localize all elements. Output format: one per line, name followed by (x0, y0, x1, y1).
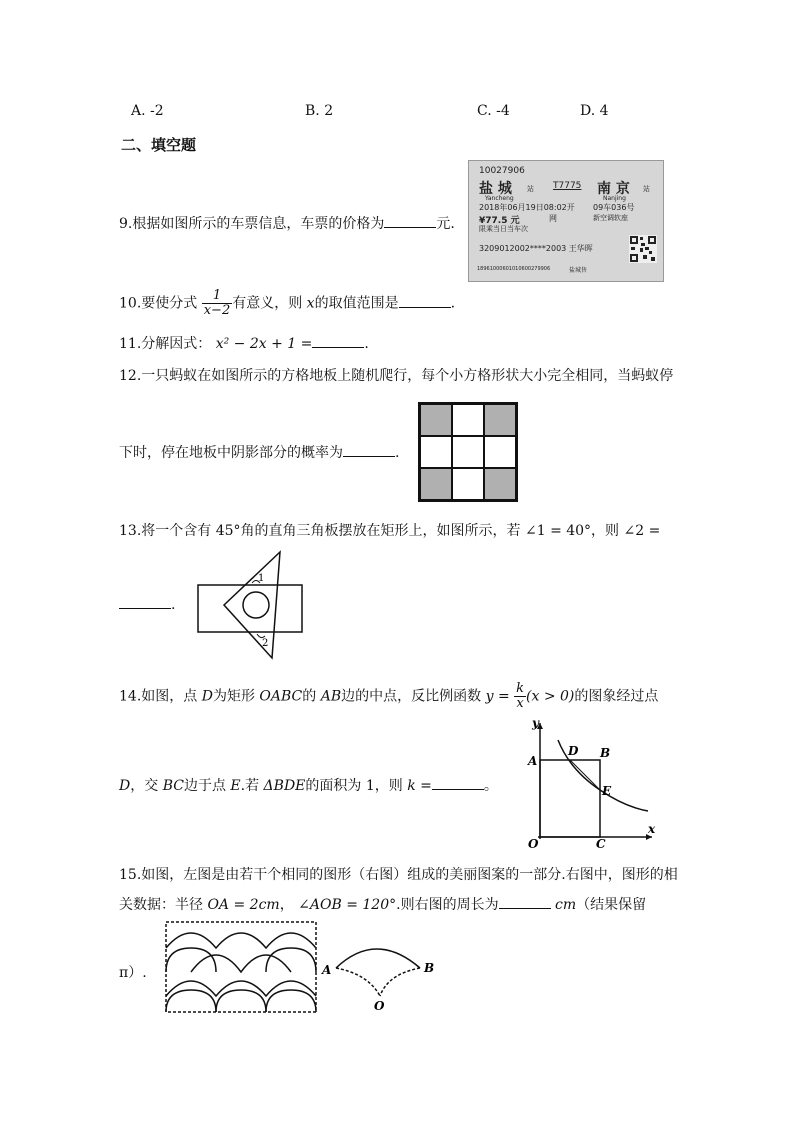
grid-cell-shaded (484, 404, 516, 436)
rectangle-oabc (540, 760, 600, 837)
triangle-ruler (224, 552, 280, 658)
q14-t2: 的 (302, 688, 317, 705)
q14-graph (520, 715, 660, 850)
q14-point-d: D (201, 688, 213, 705)
q15-angle: ∠AOB = 120° (298, 897, 397, 913)
segment-de (570, 760, 600, 790)
pattern-arcs (166, 933, 316, 1012)
option-c: C. -4 (477, 103, 510, 119)
q12-line-2 (119, 442, 399, 462)
grid-cell-shaded (420, 468, 452, 500)
q9-unit: 元. (436, 216, 455, 232)
label-a-point: A (322, 963, 332, 977)
ticket-to-pinyin: Nanjing (603, 195, 626, 202)
q12-blank[interactable] (343, 444, 395, 457)
grid-cell-shaded (420, 404, 452, 436)
ticket-number: 10027906 (479, 166, 525, 176)
q15-l2-f: （结果保留 (576, 897, 647, 913)
q12-line-2-text: 下时，停在地板中阴影部分的概率为 (119, 445, 343, 461)
q14-l2-end: 。 (483, 778, 498, 794)
train-ticket (468, 160, 664, 282)
grid-cell-white (484, 436, 516, 468)
label-o: O (528, 837, 539, 850)
angle-1-label: 1 (258, 573, 265, 584)
q14-l2-e: E (230, 778, 241, 794)
ticket-train-no: T7775 (553, 181, 582, 191)
q15-l2-e: .则右图的周长为 (396, 897, 499, 913)
q15-line-1: 15.如图，左图是由若干个相同的图形（右图）组成的美丽图案的一部分.右图中，图形的相 (119, 867, 678, 883)
q14-frac-k: k (516, 681, 525, 696)
floor-grid (418, 402, 518, 502)
ruler-hole (243, 592, 269, 618)
q10-denominator: x−2 (203, 303, 231, 318)
q11-end: . (364, 336, 369, 352)
q15-line-2 (119, 894, 646, 914)
q10-suffix: 的取值范围是 (314, 295, 399, 312)
q14-t3: 边的中点，反比例函数 (341, 688, 482, 705)
q14-blank[interactable] (432, 777, 484, 790)
q12-end: . (395, 445, 400, 461)
q10-blank[interactable] (399, 295, 451, 308)
angle-2-label: 2 (262, 638, 269, 649)
q14-l2-d-text: 边于点 (183, 778, 226, 794)
ticket-validity: 限乘当日当车次 (479, 225, 528, 233)
q10-end: . (450, 295, 456, 312)
q14-side-ab: AB (320, 688, 342, 705)
q9-blank[interactable] (384, 215, 436, 228)
ticket-seat: 09车036号 (593, 203, 635, 212)
q11-prefix: 11.分解因式： (119, 336, 212, 352)
option-b: B. 2 (305, 103, 334, 119)
fan-shape-figure (318, 930, 440, 1014)
ticket-id-number: 3209012002****2003 王华晖 (479, 244, 593, 253)
q14-frac-x: x (516, 696, 524, 711)
q13-figure (190, 548, 310, 663)
question-11 (119, 333, 369, 353)
outer-arc (336, 949, 420, 968)
q13-text: 13.将一个含有 45°角的直角三角板摆放在矩形上，如图所示，若 ∠1 = 40°，则 ∠2 = (119, 523, 661, 539)
rectangle (198, 585, 302, 632)
label-b-point: B (424, 961, 435, 975)
grid-cell-white (420, 436, 452, 468)
ticket-web: 网 (549, 214, 557, 223)
q14-l2-k: k = (407, 778, 432, 794)
q15-blank[interactable] (499, 896, 551, 909)
q10-numerator: 1 (202, 289, 233, 304)
q9-text: 9.根据如图所示的车票信息，车票的价格为 (119, 216, 385, 232)
q14-l2-h: 的面积为 1，则 (305, 778, 403, 794)
q14-line-2 (119, 775, 498, 795)
ticket-from-station: 盐 城 (479, 181, 512, 197)
label-y: y (532, 716, 539, 730)
question-10 (119, 289, 455, 318)
qr-code-icon (629, 235, 657, 263)
ticket-sell-station: 盐城售 (569, 267, 588, 274)
q11-expression: x² − 2x + 1 = (215, 336, 313, 352)
q14-line-1 (119, 682, 658, 711)
q14-rect-name: OABC (259, 688, 303, 705)
q14-t4: 的图象经过点 (574, 688, 659, 705)
q13-line-2 (119, 596, 175, 613)
left-arc (336, 968, 380, 996)
label-d: D (568, 744, 579, 758)
option-a: A. -2 (131, 103, 164, 119)
ticket-from-pinyin: Yancheng (485, 195, 514, 202)
q14-l2-f: .若 (240, 778, 260, 794)
ticket-to-station: 南 京 (597, 181, 630, 197)
q14-fraction (514, 682, 526, 711)
label-o-point: O (374, 999, 385, 1013)
label-b: B (600, 746, 611, 760)
q15-l2-a: 关数据：半径 (119, 897, 203, 913)
pattern-border (166, 922, 316, 1012)
q14-condition: (x > 0) (526, 688, 575, 705)
ticket-serial: 18961000601010600279906 (477, 266, 551, 272)
q14-func-y: y = (485, 688, 510, 705)
q14-l2-bc: BC (162, 778, 184, 794)
q12-line-1: 12.一只蚂蚁在如图所示的方格地板上随机爬行，每个小方格形状大小完全相同，当蚂蚁停 (119, 368, 674, 384)
q15-radius: OA = 2cm (207, 897, 280, 913)
ticket-station-suffix-from: 站 (527, 185, 534, 193)
q14-l2-d: D (119, 778, 131, 794)
q15-line-3: π）. (119, 965, 147, 981)
label-a: A (528, 754, 538, 768)
q15-unit: cm (555, 897, 577, 913)
q10-mid: 有意义，则 (232, 295, 303, 312)
option-d: D. 4 (580, 103, 609, 119)
q14-prefix: 14.如图，点 (119, 688, 198, 705)
scale-pattern-figure (164, 920, 320, 1016)
q14-l2-triangle: ΔBDE (263, 778, 306, 794)
ticket-price: ¥77.5 元 (479, 216, 520, 226)
q14-t1: 为矩形 (212, 688, 255, 705)
ticket-date-time: 2018年06月19日08:02开 (479, 203, 575, 212)
q13-end: . (171, 597, 176, 613)
q10-prefix: 10.要使分式 (119, 295, 198, 312)
q14-l2-b: ，交 (130, 778, 159, 794)
q10-var: x (306, 295, 315, 312)
grid-cell-shaded (484, 468, 516, 500)
q13-blank[interactable] (119, 596, 171, 609)
q15-l2-c: ， (279, 897, 294, 913)
right-arc (380, 968, 420, 996)
ticket-station-suffix-to: 站 (643, 185, 650, 193)
question-9 (119, 213, 455, 233)
label-c: C (596, 837, 606, 850)
section-title: 二、填空题 (121, 136, 197, 154)
ticket-seat-type: 新空调软座 (593, 214, 628, 222)
label-e: E (602, 784, 612, 798)
grid-cell-white (452, 468, 484, 500)
q11-blank[interactable] (312, 335, 364, 348)
grid-cell-white (452, 436, 484, 468)
q10-fraction (202, 289, 233, 318)
label-x: x (648, 822, 656, 836)
grid-cell-white (452, 404, 484, 436)
